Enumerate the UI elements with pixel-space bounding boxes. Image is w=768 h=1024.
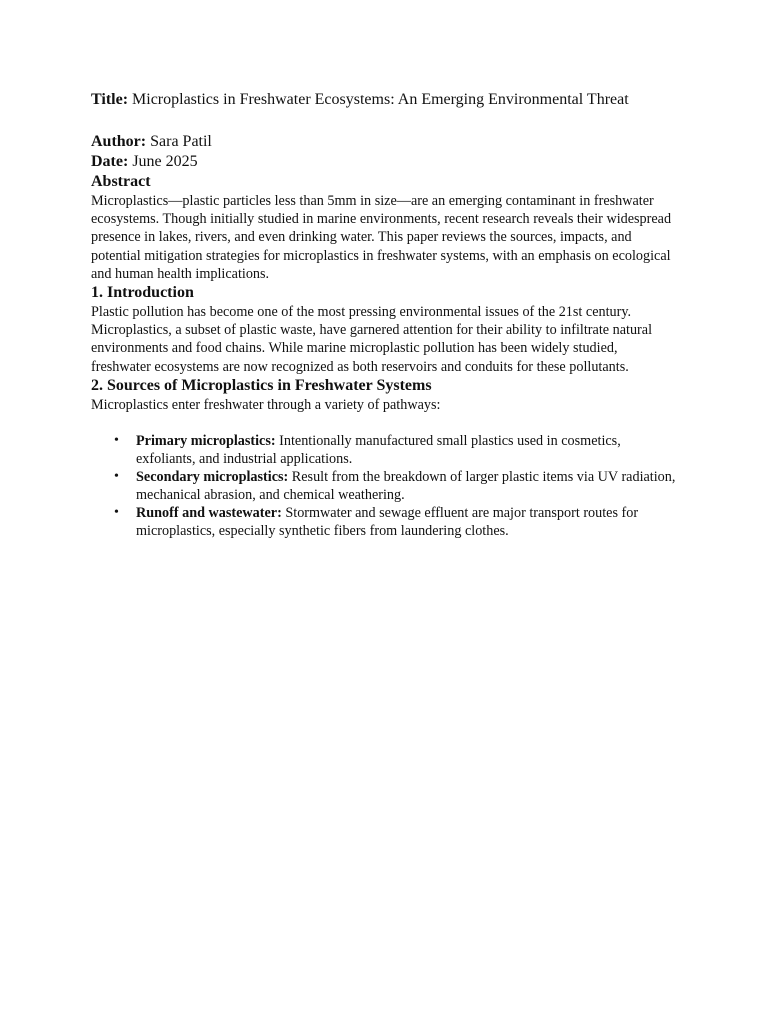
author-name: Sara Patil: [150, 133, 212, 150]
title-line: [91, 90, 678, 110]
title-label: Title:: [91, 91, 129, 108]
introduction-heading: 1. Introduction: [91, 284, 194, 302]
sources-bullet-list: [91, 432, 678, 540]
bullet-icon: •: [114, 469, 119, 485]
bullet-icon: •: [114, 433, 119, 449]
document-date: June 2025: [132, 153, 198, 170]
list-item-term: Runoff and wastewater:: [136, 505, 282, 522]
list-item-text: Stormwater and sewage effluent are major transport routes for microplastics, especially synthetic fibers from laundering clothes.: [136, 505, 639, 540]
date-label: Date:: [91, 153, 129, 170]
abstract-heading: Abstract: [91, 173, 151, 190]
list-item-text: Intentionally manufactured small plastics used in cosmetics, exfoliants, and industrial applications.: [136, 433, 621, 468]
bullet-icon: •: [114, 505, 119, 521]
sources-heading: 2. Sources of Microplastics in Freshwater Systems: [91, 376, 432, 394]
list-item-term: Primary microplastics:: [136, 433, 276, 450]
list-item-text: Result from the breakdown of larger plastic items via UV radiation, mechanical abrasion, and chemical weathering.: [136, 469, 676, 504]
list-item: [114, 432, 678, 468]
sources-lead-text: Microplastics enter freshwater through a variety of pathways:: [91, 396, 441, 413]
abstract-text: Microplastics—plastic particles less than 5mm in size—are an emerging contaminant in freshwater ecosystems. Though initially studied in marine environments, recent research reveals their widespread presence in lakes, rivers, and even drinking water. This paper reviews the sources, impacts, and potential mitigation strategies for microplastics in freshwater systems, with an emphasis on ecological and human health implications.: [91, 193, 672, 282]
author-label: Author:: [91, 133, 147, 150]
author-line: [91, 132, 678, 152]
list-item: [114, 468, 678, 504]
introduction-text: Plastic pollution has become one of the most pressing environmental issues of the 21st century. Microplastics, a subset of plastic waste, have garnered attention for their ability to infiltrate natural environments and food chains. While marine microplastic pollution has been widely studied, freshwater ecosystems are now recognized as both reservoirs and conduits for these pollutants.: [91, 304, 653, 375]
date-line: [91, 152, 678, 172]
list-item: [114, 504, 678, 540]
document-title: Microplastics in Freshwater Ecosystems: An Emerging Environmental Threat: [132, 91, 629, 108]
list-item-term: Secondary microplastics:: [136, 469, 289, 486]
